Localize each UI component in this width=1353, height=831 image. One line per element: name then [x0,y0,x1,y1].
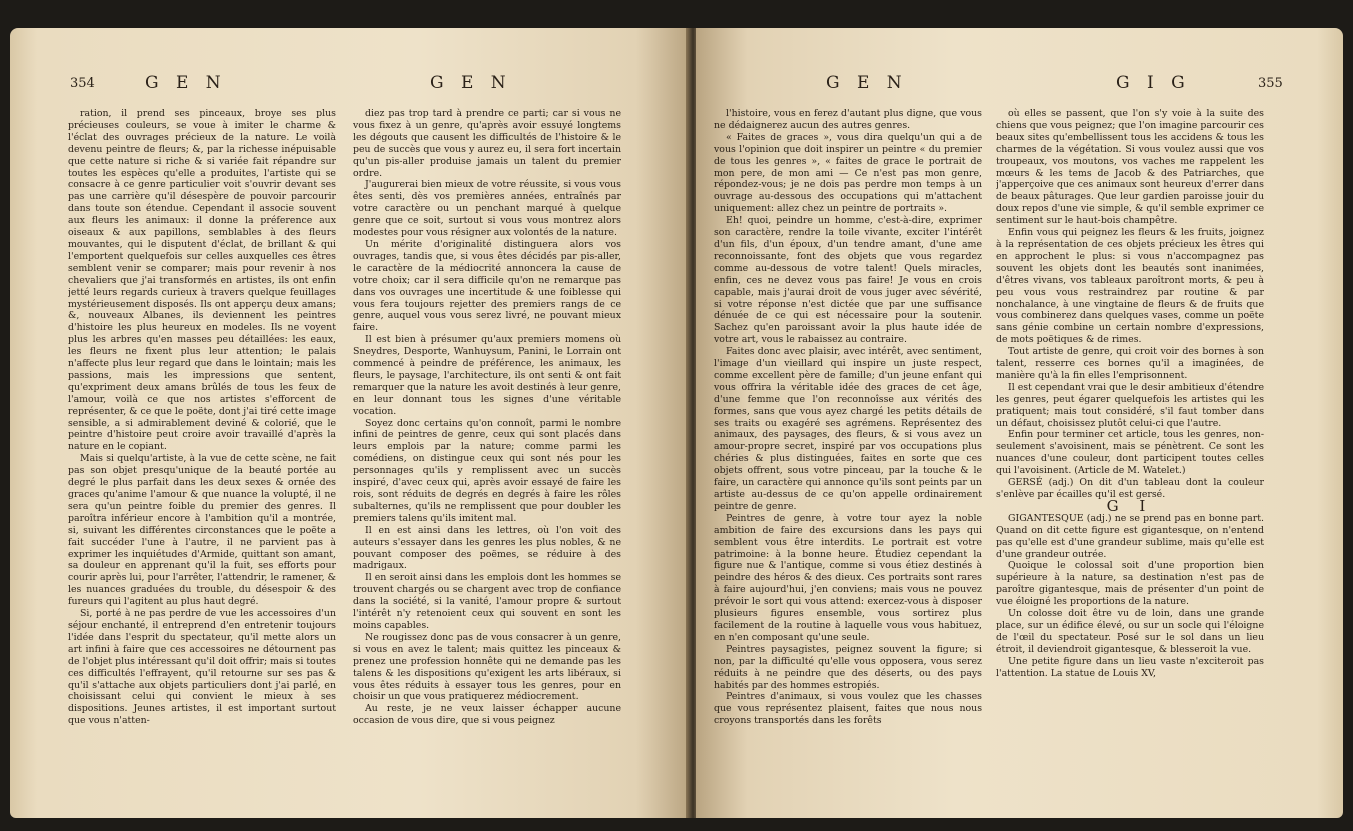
paragraph: où elles se passent, que l'on s'y voie à la suite des chiens que vous peignez; que l'on imagine parcourir ces beaux sites qu'embellissent tous les accidens & tous les charmes de la végétation. Si vous voulez aussi que vos troupeaux, vos moutons, vos vaches me rappelent les mœurs & les tems de Jacob & des Patriarches, que j'apperçoive que ces animaux sont heureux d'errer dans de beaux pâturages. Que leur gardien paroisse jouir du doux repos d'une vie simple, & qu'il semble exprimer ce sentiment sur le haut-bois champêtre. [996,108,1264,227]
text-column-2 [996,108,1264,808]
running-head: G E N [430,73,512,93]
paragraph: Il est bien à présumer qu'aux premiers momens où Sneydres, Desporte, Wanhuysum, Panini, le Lorrain ont commencé à peindre de préférence, les animaux, les fleurs, le paysage, l'architecture, ils ont senti & ont fait remarquer que la nature les avoit destinés à leur genre, en leur donnant tous les signes d'une véritable vocation. [353,334,621,417]
paragraph: Peintres d'animaux, si vous voulez que les chasses que vous représentez plaisent, faites que nous nous croyons transportés dans les forêts [714,691,982,727]
paragraph: Mais si quelqu'artiste, à la vue de cette scène, ne fait pas son objet presqu'unique de la beauté portée au degré le plus parfait dans les deux sexes & ornée des graces qu'anime l'amour & que nuance la volupté, il ne sera qu'un peintre foible du premier des genres. Il paroîtra inférieur encore à l'ambition qu'il a montrée, si, suivant les différentes circonstances que le poëte a fait succéder l'une à l'autre, il ne parvient pas à exprimer les inquiétudes d'Armide, quittant son amant, sa douleur en apprenant qu'il la fuit, ses efforts pour courir après lui, pour l'arrêter, l'attendrir, le ramener, & les nuances graduées du trouble, du désespoir & des fureurs qui l'agitent au plus haut degré. [68,453,336,608]
open-book [10,28,1343,828]
paragraph: Peintres de genre, à votre tour ayez la noble ambition de faire des excursions dans les pays qui semblent vous être interdits. Le portrait est votre patrimoine: à la bonne heure. Étudiez cependant la figure nue & l'antique, comme si vous étiez destinés à peindre des héros & des dieux. Ces portraits sont rares à faire aujourd'hui, j'en conviens; mais vous ne pouvez prévoir le sort qui vous attend: exercez-vous à disposer plusieurs figures ensemble, vous sortirez plus facilement de la routine à laquelle vous vous habituez, en n'en composant qu'une seule. [714,512,982,643]
paragraph: Tout artiste de genre, qui croit voir des bornes à son talent, resserre ces bornes qu'il a imaginées, de manière qu'à la fin elles l'emprisonnent. [996,346,1264,381]
paragraph: Faites donc avec plaisir, avec intérêt, avec sentiment, l'image d'un vieillard qui inspire un juste respect, comme excellent père de famille; d'un jeune enfant qui vous offrira la véritable idée des graces de cet âge, d'une femme que l'on reconnoîsse aux vérités des formes, sans que vous ayez chargé les petits détails de ses traits ou exagéré ses agrémens. Représentez des animaux, des paysages, des fleurs, & si vous avez un amour-propre secret, inspiré par vos occupations plus chéries & plus distinguées, faites en sorte que ces objets offrent, sous votre pinceau, par la touche & le faire, un caractère qui annonce qu'ils sont peints par un artiste au-dessus de ce qu'on appelle ordinairement peintre de genre. [714,346,982,512]
paragraph: Au reste, je ne veux laisser échapper aucune occasion de vous dire, que si vous peignez [353,703,621,727]
paragraph: Si, porté à ne pas perdre de vue les accessoires d'un séjour enchanté, il entreprend d'en entretenir toujours l'idée dans l'esprit du spectateur, qu'il mette alors un art infini à faire que ces accessoires ne détournent pas de l'objet plus intéressant qu'il doit offrir; mais si toutes ces difficultés l'effrayent, qu'il retourne sur ses pas & qu'il s'attache aux objets particuliers dont j'ai parlé, en choisissant celui qui convient le mieux à ses dispositions. Jeunes artistes, il est important surtout que vous n'atten- [68,608,336,727]
section-heading: G I [1106,496,1154,515]
paragraph: Un mérite d'originalité distinguera alors vos ouvrages, tandis que, si vous êtes décidés par pis-aller, le caractère de la médiocrité annoncera la cause de votre choix; car il sera difficile qu'on ne remarque pas dans vos ouvrages une incertitude & une foiblesse qui vous fera toujours rejetter des premiers rangs de ce genre, auquel vous vous serez livré, ne pouvant mieux faire. [353,238,621,334]
paragraph: Peintres paysagistes, peignez souvent la figure; si non, par la difficulté qu'elle vous opposera, vous serez réduits à ne peindre que des déserts, ou des pays habités par des hommes estropiés. [714,643,982,691]
paragraph: Il en est ainsi dans les lettres, où l'on voit des auteurs s'essayer dans les genres les plus nobles, & ne pouvant composer des poëmes, se réduire à des madrigaux. [353,524,621,572]
right-page [696,28,1343,818]
running-head: G E N [826,73,908,93]
paragraph: Il en seroit ainsi dans les emplois dont les hommes se trouvent chargés ou se chargent avec trop de confiance dans la société, si la vanité, l'amour propre & surtout l'intérêt n'y retenoient ceux qui souvent en sont les moins capables. [353,572,621,631]
left-page [10,28,690,818]
gerse-entry: GERSÉ (adj.) On dit d'un tableau dont la couleur s'enlève par écailles qu'il est gersé. [996,477,1264,500]
paragraph: Un colosse doit être vu de loin, dans une grande place, sur un édifice élevé, ou sur un socle qui l'éloigne de l'œil du spectateur. Posé sur le sol dans un lieu étroit, il deviendroit gigantesque, & blesseroit la vue. [996,608,1264,655]
paragraph: Une petite figure dans un lieu vaste n'exciteroit pas l'attention. La statue de Louis XV, [996,655,1264,679]
paragraph: Eh! quoi, peindre un homme, c'est-à-dire, exprimer son caractère, rendre la toile vivante, exciter l'intérêt d'un fils, d'un époux, d'un tendre amant, d'une ame reconnoissante, font des objets que vous regardez comme au-dessous de votre talent! Quels miracles, enfin, ces ne devez vous pas faire! Je vous en crois capable, mais j'aurai droit de vous juger avec sévérité, si votre réponse n'est dictée que par une suffisance dénuée de ce qui est nécessaire pour la soutenir. Sachez qu'en paroissant avoir la plus haute idée de votre art, vous le rabaissez au contraire. [714,215,982,346]
paragraph: Enfin vous qui peignez les fleurs & les fruits, joignez à la représentation de ces objets précieux les êtres qui en approchent le plus: si vous n'accompagnez pas souvent les objets dont les beautés sont inanimées, d'êtres vivans, vos tableaux paroîtront morts, & peu à peu vous vous restraindrez par routine & par nonchalance, à une vingtaine de fleurs & de fruits que vous combinerez dans quelques vases, comme un poëte sans génie combine un certain nombre d'expressions, de mots poëtiques & de rimes. [996,227,1264,346]
running-head: G E N [145,73,227,93]
paragraph: ration, il prend ses pinceaux, broye ses plus précieuses couleurs, se voue à imiter le charme & l'éclat des ouvrages précieux de la nature. Le voilà devenu peintre de fleurs; &, par la richesse inépuisable que cette nature si riche & si variée fait répandre sur toutes les espèces qu'elle a produites, l'artiste qui se consacre à ce genre particulier voit s'ouvrir devant ses pas une carrière qu'il désespère de pouvoir parcourir dans toute son étendue. Cependant il associe souvent aux fleurs les animaux: il donne la préference aux oiseaux & aux papillons, semblables à des fleurs mouvantes, qui le disputent d'éclat, de brillant & qui l'emportent quelquefois sur celles auxquelles ces êtres semblent venir se comparer; mais pour revenir à nos chevaliers que j'ai transformés en artistes, ils ont enfin jetté leurs regards curieux à travers quelque feuillages mystérieusement disposés. Ils ont apperçu deux amans; &, nouveaux Albanes, ils deviennent les peintres d'histoire les plus heureux en modeles. Ils ne voyent plus les arbres qu'en masses peu détaillées: les eaux, les fleurs ne fixent plus leur attention; le palais n'affecte plus leur regard que dans le lointain; mais les passions, mais les impressions que sentent, qu'expriment deux amans brûlés de tous les feux de l'amour, voilà ce que nos artistes s'efforcent de représenter, & ce que le poëte, dont j'ai tiré cette image sensible, a si admirablement deviné & colorié, que le peintre d'histoire peut croire avoir travaillé d'après la nature en le copiant. [68,108,336,453]
paragraph: l'histoire, vous en ferez d'autant plus digne, que vous ne dédaignerez aucun des autres genres. [714,108,982,131]
paragraph: J'augurerai bien mieux de votre réussite, si vous vous êtes senti, dès vos premières années, entraînés par votre caractère ou un penchant marqué à quelque genre que ce soit, surtout si vous vous montrez alors modestes pour vous résigner aux volontés de la nature. [353,179,621,239]
paragraph: « Faites de graces », vous dira quelqu'un qui a de vous l'opinion que doit inspirer un peintre « du premier de tous les genres », « faites de grace le portrait de mon pere, de mon ami — Ce n'est pas mon genre, répondez-vous; je ne dois pas perdre mon temps à un ouvrage au-dessous des occupations qui m'attachent uniquement: allez chez un peintre de portraits ». [714,131,982,215]
paragraph: diez pas trop tard à prendre ce parti; car si vous ne vous fixez à un genre, qu'après avoir essuyé longtems les dégouts que causent les difficultés de l'histoire & le peu de succès que vous y aurez eu, il sera fort incertain qu'un pis-aller produise jamais un talent du premier ordre. [353,108,621,179]
paragraph: Enfin pour terminer cet article, tous les genres, non-seulement s'avoisinent, mais se pénètrent. Ce sont les nuances d'une couleur, dont participent toutes celles qui l'avoisinent. (Article de M. Watelet.) [996,429,1264,477]
paragraph: Quoique le colossal soit d'une proportion bien supérieure à la nature, sa destination n'est pas de paroître gigantesque, mais de présenter d'un point de vue éloigné les proportions de la nature. [996,560,1264,608]
paragraph: GIGANTESQUE (adj.) ne se prend pas en bonne part. Quand on dit cette figure est gigantesque, on n'entend pas qu'elle est d'une grandeur sublime, mais qu'elle est d'une grandeur outrée. [996,512,1264,560]
running-head: G I G [1116,73,1191,93]
paragraph: Ne rougissez donc pas de vous consacrer à un genre, si vous en avez le talent; mais quittez les pinceaux & prenez une profession honnête qui ne demande pas les talens & les dispositions qu'exigent les arts libéraux, si vous êtes réduits à essayer tous les genres, pour en choisir un que vous pratiquerez médiocrement. [353,631,621,703]
page-number: 354 [70,76,95,91]
page-number: 355 [1258,76,1283,91]
paragraph: Il est cependant vrai que le desir ambitieux d'étendre les genres, peut égarer quelquefois les artistes qui les pratiquent; mais tout considéré, s'il faut tomber dans un défaut, choisissez plutôt celui-ci que l'autre. [996,381,1264,429]
text-column-2 [353,108,621,808]
text-column-1 [68,108,336,808]
paragraph: Soyez donc certains qu'on connoît, parmi le nombre infini de peintres de genre, ceux qui sont placés dans leurs emplois par la nature; comme parmi les comédiens, on distingue ceux qui sont nés pour les personnages qu'ils y remplissent avec un succès inspiré, d'avec ceux qui, après avoir essayé de faire les rois, sont réduits de degrés en degrés à faire les rôles subalternes, qu'ils ne remplissent que pour doubler les premiers talens qu'ils imitent mal. [353,417,621,524]
text-column-1 [714,108,982,808]
